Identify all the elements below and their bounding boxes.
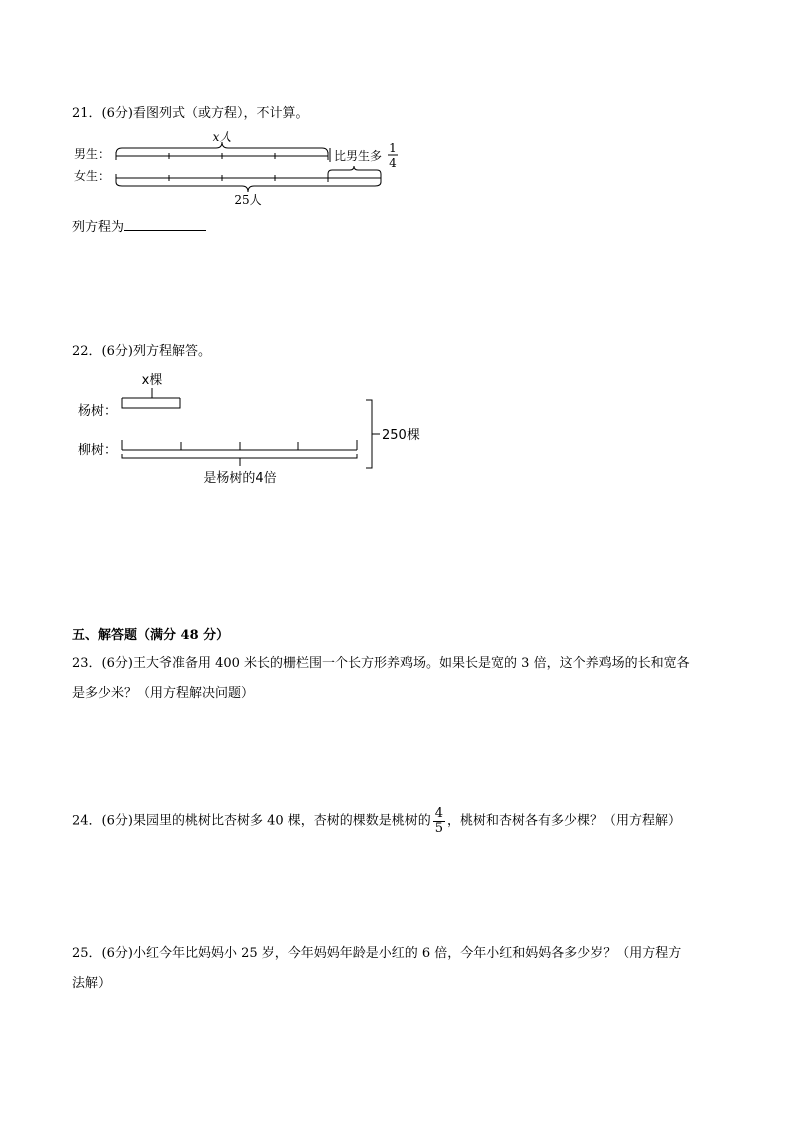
- q21-bottom-brace: [116, 182, 381, 192]
- q21-bottom-label: 25人: [234, 193, 262, 207]
- q21-extra-brace: [328, 166, 381, 174]
- q21-frac-den: 4: [389, 156, 397, 170]
- q21-label-boys: 男生：: [74, 147, 111, 161]
- q24-fraction: [433, 807, 445, 836]
- q22-top-label: x棵: [141, 373, 163, 388]
- q21-frac-num: 1: [389, 141, 397, 155]
- q22-label-poplar: 杨树：: [78, 404, 118, 419]
- q22-total-label: 250棵: [382, 428, 420, 443]
- q21-answer-line: [72, 218, 206, 238]
- q24-text-before: 24．(6分)果园里的桃树比杏树多 40 棵，杏树的棵数是桃树的: [72, 813, 431, 829]
- q21-answer-blank[interactable]: [124, 218, 206, 231]
- q21-side-text: 比男生多: [334, 149, 383, 163]
- q22-diagram: [76, 368, 436, 488]
- q24-frac-num: 4: [434, 806, 444, 821]
- q24-line: [72, 807, 681, 836]
- q24-text-after: ，桃树和杏树各有多少棵？（用方程解）: [447, 813, 682, 829]
- q22-text: 22．(6分)列方程解答。: [72, 344, 211, 359]
- q22-label-willow: 柳树：: [78, 443, 118, 458]
- q22-bottom-label: 是杨树的4倍: [203, 471, 277, 486]
- q21-diagram: [70, 128, 430, 208]
- q21-answer-prefix: 列方程为: [72, 220, 125, 235]
- section5-title: 五、解答题（满分 48 分）: [72, 628, 230, 643]
- q21-text: 21．(6分)看图列式（或方程），不计算。: [72, 106, 309, 121]
- q21-label-girls: 女生：: [74, 169, 111, 183]
- q25-line1: 25．(6分)小红今年比妈妈小 25 岁，今年妈妈年龄是小红的 6 倍，今年小红和妈妈各多少岁？（用方程方: [72, 946, 682, 961]
- q25-line2: 法解）: [72, 976, 112, 991]
- q24-frac-den: 5: [434, 821, 444, 836]
- q23-line1: 23．(6分)王大爷准备用 400 米长的栅栏围一个长方形养鸡场。如果长是宽的 3 倍，这个养鸡场的长和宽各: [72, 656, 690, 671]
- q21-top-label: x人: [212, 130, 232, 144]
- q23-line2: 是多少米？（用方程解决问题）: [72, 686, 255, 701]
